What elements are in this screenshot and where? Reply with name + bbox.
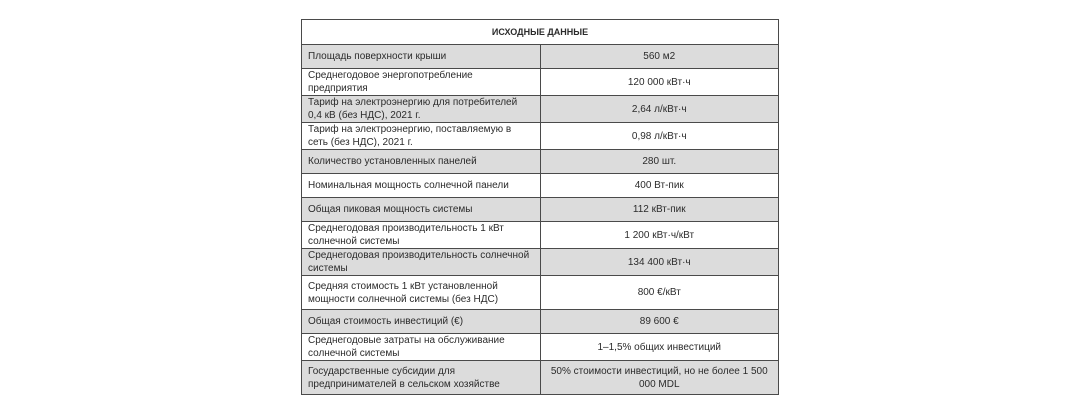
table-row bbox=[302, 334, 779, 361]
row-label: Среднегодовая производительность 1 кВт солнечной системы bbox=[302, 222, 541, 249]
row-label: Среднегодовые затраты на обслуживание солнечной системы bbox=[302, 334, 541, 361]
row-value: 1 200 кВт·ч/кВт bbox=[540, 222, 779, 249]
row-value: 800 €/кВт bbox=[540, 276, 779, 310]
row-label: Средняя стоимость 1 кВт установленной мощности солнечной системы (без НДС) bbox=[302, 276, 541, 310]
table-row bbox=[302, 276, 779, 310]
row-label: Тариф на электроэнергию для потребителей 0,4 кВ (без НДС), 2021 г. bbox=[302, 96, 541, 123]
table-row bbox=[302, 45, 779, 69]
table-header-row bbox=[302, 20, 779, 45]
table-row bbox=[302, 198, 779, 222]
row-label: Среднегодовое энергопотребление предприятия bbox=[302, 69, 541, 96]
row-value: 120 000 кВт·ч bbox=[540, 69, 779, 96]
row-label: Количество установленных панелей bbox=[302, 150, 541, 174]
row-label: Среднегодовая производительность солнечной системы bbox=[302, 249, 541, 276]
row-value: 134 400 кВт·ч bbox=[540, 249, 779, 276]
table-row bbox=[302, 361, 779, 395]
row-label: Площадь поверхности крыши bbox=[302, 45, 541, 69]
row-value: 2,64 л/кВт·ч bbox=[540, 96, 779, 123]
row-value: 112 кВт-пик bbox=[540, 198, 779, 222]
row-label: Общая стоимость инвестиций (€) bbox=[302, 310, 541, 334]
row-value: 89 600 € bbox=[540, 310, 779, 334]
row-value: 1–1,5% общих инвестиций bbox=[540, 334, 779, 361]
row-value: 280 шт. bbox=[540, 150, 779, 174]
row-label: Государственные субсидии для предпринимателей в сельском хозяйстве bbox=[302, 361, 541, 395]
row-value: 400 Вт-пик bbox=[540, 174, 779, 198]
table-row bbox=[302, 123, 779, 150]
row-value: 50% стоимости инвестиций, но не более 1 500 000 MDL bbox=[540, 361, 779, 395]
table-row bbox=[302, 222, 779, 249]
table-header-title: ИСХОДНЫЕ ДАННЫЕ bbox=[302, 20, 779, 45]
table-row bbox=[302, 174, 779, 198]
row-label: Тариф на электроэнергию, поставляемую в сеть (без НДС), 2021 г. bbox=[302, 123, 541, 150]
row-label: Общая пиковая мощность системы bbox=[302, 198, 541, 222]
table-row bbox=[302, 249, 779, 276]
row-value: 0,98 л/кВт·ч bbox=[540, 123, 779, 150]
table-row bbox=[302, 96, 779, 123]
row-label: Номинальная мощность солнечной панели bbox=[302, 174, 541, 198]
initial-data-table bbox=[301, 19, 779, 395]
table-row bbox=[302, 310, 779, 334]
table-row bbox=[302, 150, 779, 174]
table-row bbox=[302, 69, 779, 96]
row-value: 560 м2 bbox=[540, 45, 779, 69]
